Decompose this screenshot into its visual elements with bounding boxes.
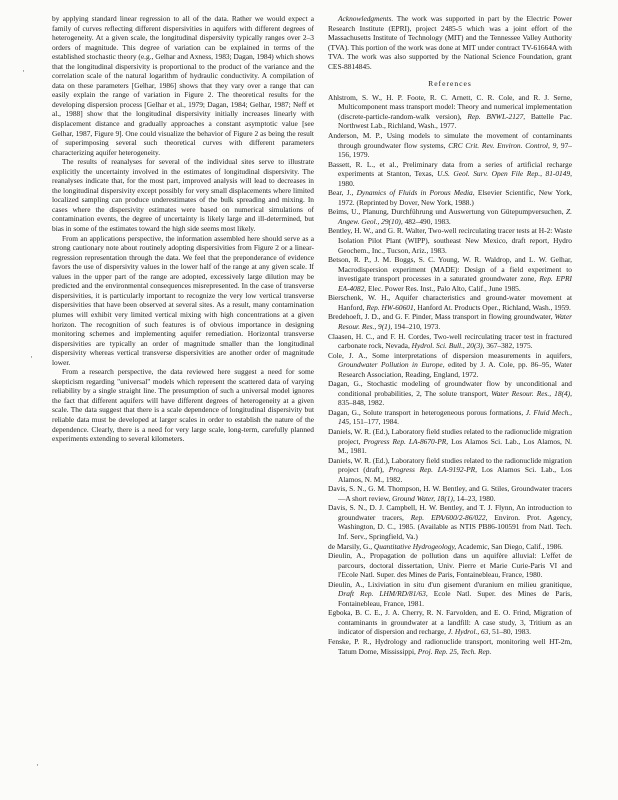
reference-tail: 194–210, 1973.	[392, 321, 441, 331]
reference-tail: 97–156, 1979.	[338, 140, 572, 160]
reference-entry	[328, 427, 572, 456]
reference-text: Bierschenk, W. H., Aquifer characteristics and ground-water movement at Hanford,	[328, 293, 572, 312]
reference-text: Daniels, W. R. (Ed.), Laboratory field studies related to the radionuclide migration project (draft),	[328, 455, 572, 475]
references-heading: References	[428, 79, 472, 89]
left-column	[52, 14, 314, 789]
reference-tail: 51–80, 1983.	[490, 627, 531, 637]
reference-journal: Water Resour. Res., 18(4),	[491, 388, 572, 398]
acknowledgments-text: The work was supported in part by the Electric Power Research Institute (EPRI), project 2485-5 which was a joint effort of the Massachusetts Institute of Technology (MIT) and the Tennessee Valley Authority (TVA). This portion of the work was done at MIT under contract TV-61664A with TVA. The work was also supported by the National Science Foundation, grant CES-8814845.	[328, 14, 572, 71]
reference-journal: Hydrol. Sci. Bull., 20(3),	[411, 341, 485, 351]
reference-entry	[328, 131, 572, 160]
reference-text: Davis, S. N., G. M. Thompson, H. W. Bentley, and G. Stiles, Groundwater tracers—A short review,	[328, 484, 572, 503]
body-paragraph: From an applications perspective, the information assembled here should serve as a strong cautionary note about routinely adopting dispersivities from Figure 2 or a linear-regression representation through the data. We feel that the preponderance of evidence favors the use of dispersivity values in the lower half of the range at any given scale. If values in the upper part of the range are adopted, excessively large dilution may be predicted and the environmental consequences misrepresented. In the case of transverse dispersivities, it is particularly important to recognize the very low vertical transverse dispersivities that have been observed at several sites. As a result, many contamination plumes will exhibit very limited vertical mixing with high concentrations at a given horizon. The recognition of such features is of obvious importance in designing monitoring schemes and implementing aquifer remediation. Horizontal transverse dispersivities are typically an order of magnitude smaller than the longitudinal dispersivity whereas vertical transverse dispersivities are another order of magnitude lower.	[52, 233, 314, 367]
reference-entry	[328, 293, 572, 312]
body-paragraph: by applying standard linear regression to all of the data. Rather we would expect a family of curves reflecting different dispersivities in aquifers with different degrees of heterogeneity. At a given scale, the longitudinal dispersivity typically ranges over 2–3 orders of magnitude. This degree of variation can be explained in terms of the established stochastic theory (e.g., Gelhar and Axness, 1983; Dagan, 1984) which shows that the longitudinal dispersivity is proportional to the product of the variance and the correlation scale of the natural logarithm of hydraulic conductivity. A compilation of data on these parameters [Gelhar, 1986] shows that they vary over a range that can easily explain the range of variation in Figure 2. The theoretical results for the developing dispersion process [Gelhar et al., 1979; Dagan, 1984; Gelhar, 1987; Neff et al., 1988] show that the longitudinal dispersivity initially increases linearly with displacement distance and gradually approaches a constant asymptotic value [see Gelhar, 1987, Figure 9]. One could visualize the behavior of Figure 2 as being the result of superimposing several such theoretical curves with different parameters characterizing aquifer heterogeneity.	[52, 14, 314, 157]
reference-text: Davis, S. N., D. J. Campbell, H. W. Bentley, and T. J. Flynn, An introduction to groundwater tracers,	[328, 503, 572, 522]
reference-tail: 367–382, 1975.	[484, 341, 533, 351]
reference-text: Ahlstrom, S. W., H. P. Foote, R. C. Arnett, C. R. Cole, and R. J. Serne, Multicomponent mass transport model: Theory and numerical implementation (discrete-particle-random-walk version),	[328, 92, 572, 121]
reference-tail: Environ. Prot. Agency, Washington, D. C., 1985. (Available as NTIS PB86-100591 from Natl. Tech. Inf. Serv., Springfield, Va.)	[338, 512, 572, 541]
reference-tail: 1980.	[338, 178, 355, 188]
reference-journal: CRC Crit. Rev. Environ. Control, 9,	[448, 140, 559, 150]
reference-text: Bear, J.,	[328, 188, 357, 198]
scan-mark: ·	[30, 352, 33, 362]
reference-journal: Water Resour. Res., 9(1),	[338, 312, 572, 331]
reference-text: Beims, U., Planung, Durchführung und Auswertung von Gütepumpversuchen,	[328, 207, 567, 217]
scan-mark: ·	[36, 760, 39, 770]
reference-journal: Z. Angew. Geol., 29(10),	[338, 207, 572, 226]
acknowledgments-label: Acknowledgments.	[338, 14, 394, 23]
reference-entry	[328, 580, 572, 609]
reference-journal: Proj. Rep. 25, Tech. Rep.	[417, 646, 492, 656]
reference-journal: U.S. Geol. Surv. Open File Rep., 81-0149,	[437, 169, 572, 179]
reference-tail: Los Alamos Sci. Lab., Los Alamos, N. M., 1981.	[338, 436, 572, 456]
reference-text: Bassett, R. L., et al., Preliminary data from a series of artificial recharge experiments at Stanton, Texas,	[328, 159, 572, 179]
reference-text: Bredehoeft, J. D., and G. F. Pinder, Mass transport in flowing groundwater,	[328, 312, 555, 322]
body-paragraph: From a research perspective, the data reviewed here suggest a need for some skepticism regarding "universal" models which represent the scattered data of varying reliability by a single straight line. The presumption of such a universal model ignores the fact that different aquifers will have different degrees of heterogeneity at a given scale. The data suggest that there is a scale dependence of longitudinal dispersivity but reliable data must be developed at larger scales in order to establish the nature of the dependence. Clearly, there is a need for very large scale, long-term, carefully planned experiments extending to several kilometers.	[52, 367, 314, 444]
reference-entry	[328, 542, 572, 552]
reference-journal: Rep. EPRI EA-4082,	[338, 274, 572, 293]
reference-text: Anderson, M. P., Using models to simulate the movement of contaminants through groundwater flow systems,	[328, 131, 572, 150]
reference-entry	[328, 608, 572, 637]
reference-journal: Rep. BNWL-2127,	[467, 111, 526, 121]
reference-tail: 14–23, 1980.	[454, 493, 496, 503]
right-column	[328, 14, 572, 792]
reference-text: Fenske, P. R., Hydrology and radionuclide transport, monitoring well HT-2m, Tatum Dome, Mississippi,	[328, 637, 572, 656]
reference-entry	[328, 188, 572, 207]
reference-entry	[328, 255, 572, 293]
reference-journal: J. Fluid Mech., 145,	[338, 407, 572, 427]
reference-entry	[328, 351, 572, 380]
reference-list	[328, 93, 572, 656]
reference-text: Claasen, H. C., and F. H. Cordes, Two-well recirculating tracer test in fractured carbonate rock, Nevada,	[328, 331, 572, 351]
reference-entry	[328, 207, 572, 226]
reference-text: Betson, R. P., J. M. Boggs, S. C. Young, W. R. Waldrop, and L. W. Gelhar, Macrodispersion experiment (MADE): Design of a field experiment to investigate transport processes in a saturated groundwater zone,	[328, 255, 572, 284]
reference-tail: 835–848, 1982.	[338, 398, 385, 408]
reference-text: Egboka, B. C. E., J. A. Cherry, R. N. Farvolden, and E. O. Frind, Migration of contaminants in groundwater at a landfill: A case study, 3, Tritium as an indicator of dispersion and recharge,	[328, 608, 572, 637]
reference-journal: Dynamics of Fluids in Porous Media,	[356, 188, 475, 198]
reference-journal: Progress Rep. LA-9192-PR,	[388, 465, 477, 475]
reference-tail: 482–490, 1983.	[402, 216, 451, 226]
reference-text: de Marsily, G.,	[328, 541, 374, 551]
reference-entry	[328, 551, 572, 580]
reference-text: Dagan, G., Solute transport in heterogeneous porous formations,	[328, 407, 526, 417]
acknowledgments	[328, 14, 572, 71]
reference-tail: Academic, San Diego, Calif., 1986.	[456, 541, 563, 551]
reference-entry	[328, 456, 572, 485]
reference-entry	[328, 484, 572, 503]
reference-text: Bentley, H. W., and G. R. Walter, Two-well recirculating tracer tests at H-2: Waste Isolation Pilot Plant (WIPP), southeast New Mexico, draft report, Hydro Geochem., Inc., Tucson, Ariz., 1983.	[328, 226, 572, 255]
reference-journal: Progress Rep. LA-8670-PR,	[363, 436, 449, 446]
reference-journal: Quantitative Hydrogeology,	[373, 541, 457, 551]
reference-entry	[328, 93, 572, 131]
reference-journal: J. Hydrol., 63,	[447, 627, 491, 637]
body-paragraph: The results of reanalyses for several of the individual sites serve to illustrate explicitly the uncertainty involved in the estimates of longitudinal dispersivity. The reanalyses indicate that, for the most part, improved analysis will lead to decreases in the longitudinal dispersivity except possibly for very small displacements where limited localized sampling can produce underestimates of the bulk spreading and mixing. In cases where the dispersivity estimates were based on numerical simulations of contamination events, the degree of uncertainty is likely large and ill-determined, but bias in some of the estimates toward the high side seems most likely.	[52, 157, 314, 234]
reference-tail: edited by J. A. Cole, pp. 86–95, Water Research Association, Reading, England, 1972.	[338, 360, 572, 379]
reference-text: Dagan, G., Stochastic modeling of groundwater flow by unconditional and conditional probabilities, 2, The solute transport,	[328, 379, 572, 398]
reference-entry	[328, 226, 572, 255]
scan-mark: ·	[22, 66, 25, 76]
reference-entry	[328, 408, 572, 427]
reference-journal: Draft Rep. LHM/RD/81/63,	[338, 589, 428, 599]
reference-journal: Ground Water, 18(1),	[392, 493, 455, 503]
reference-text: Dieulin, A., Propagation de pollution dans un aquifère alluvial: L'effet de parcours, doctoral dissertation, Univ. Pierre et Marie Curie-Paris VI and l'Ecole Natl. Super. des Mines de Paris, Fontainebleau, France, 1980.	[328, 551, 572, 580]
reference-text: Cole, J. A., Some interpretations of dispersion measurements in aquifers,	[328, 350, 572, 360]
reference-journal: Groundwater Pollution in Europe,	[338, 360, 445, 370]
reference-tail: Ecole Natl. Super. des Mines de Paris, Fontainebleau, France, 1981.	[338, 589, 572, 608]
reference-tail: Elsevier Scientific, New York, 1972. (Reprinted by Dover, New York, 1988.)	[338, 188, 572, 207]
reference-text: Dieulin, A., Lixiviation in situ d'un gisement d'uranium en milieu granitique,	[328, 579, 572, 589]
reference-entry	[328, 637, 572, 656]
reference-journal: Rep. EPA/600/2-86/022,	[410, 512, 488, 522]
reference-text: Daniels, W. R. (Ed.), Laboratory field studies related to the radionuclide migration project,	[328, 426, 572, 446]
reference-tail: Los Alamos Sci. Lab., Los Alamos, N. M., 1982.	[338, 465, 572, 484]
reference-entry	[328, 503, 572, 541]
reference-entry	[328, 379, 572, 408]
reference-tail: Elec. Power Res. Inst., Palo Alto, Calif., June 1985.	[366, 283, 521, 293]
reference-journal: Rep. HW-60601,	[366, 302, 416, 312]
reference-tail: Battelle Pac. Northwest Lab., Richland, Wash., 1977.	[338, 111, 572, 131]
reference-tail: 151–177, 1984.	[350, 417, 399, 427]
reference-entry	[328, 332, 572, 351]
reference-entry	[328, 160, 572, 189]
reference-tail: Hanford At. Products Oper., Richland, Wash., 1959.	[415, 302, 571, 312]
reference-entry	[328, 312, 572, 331]
